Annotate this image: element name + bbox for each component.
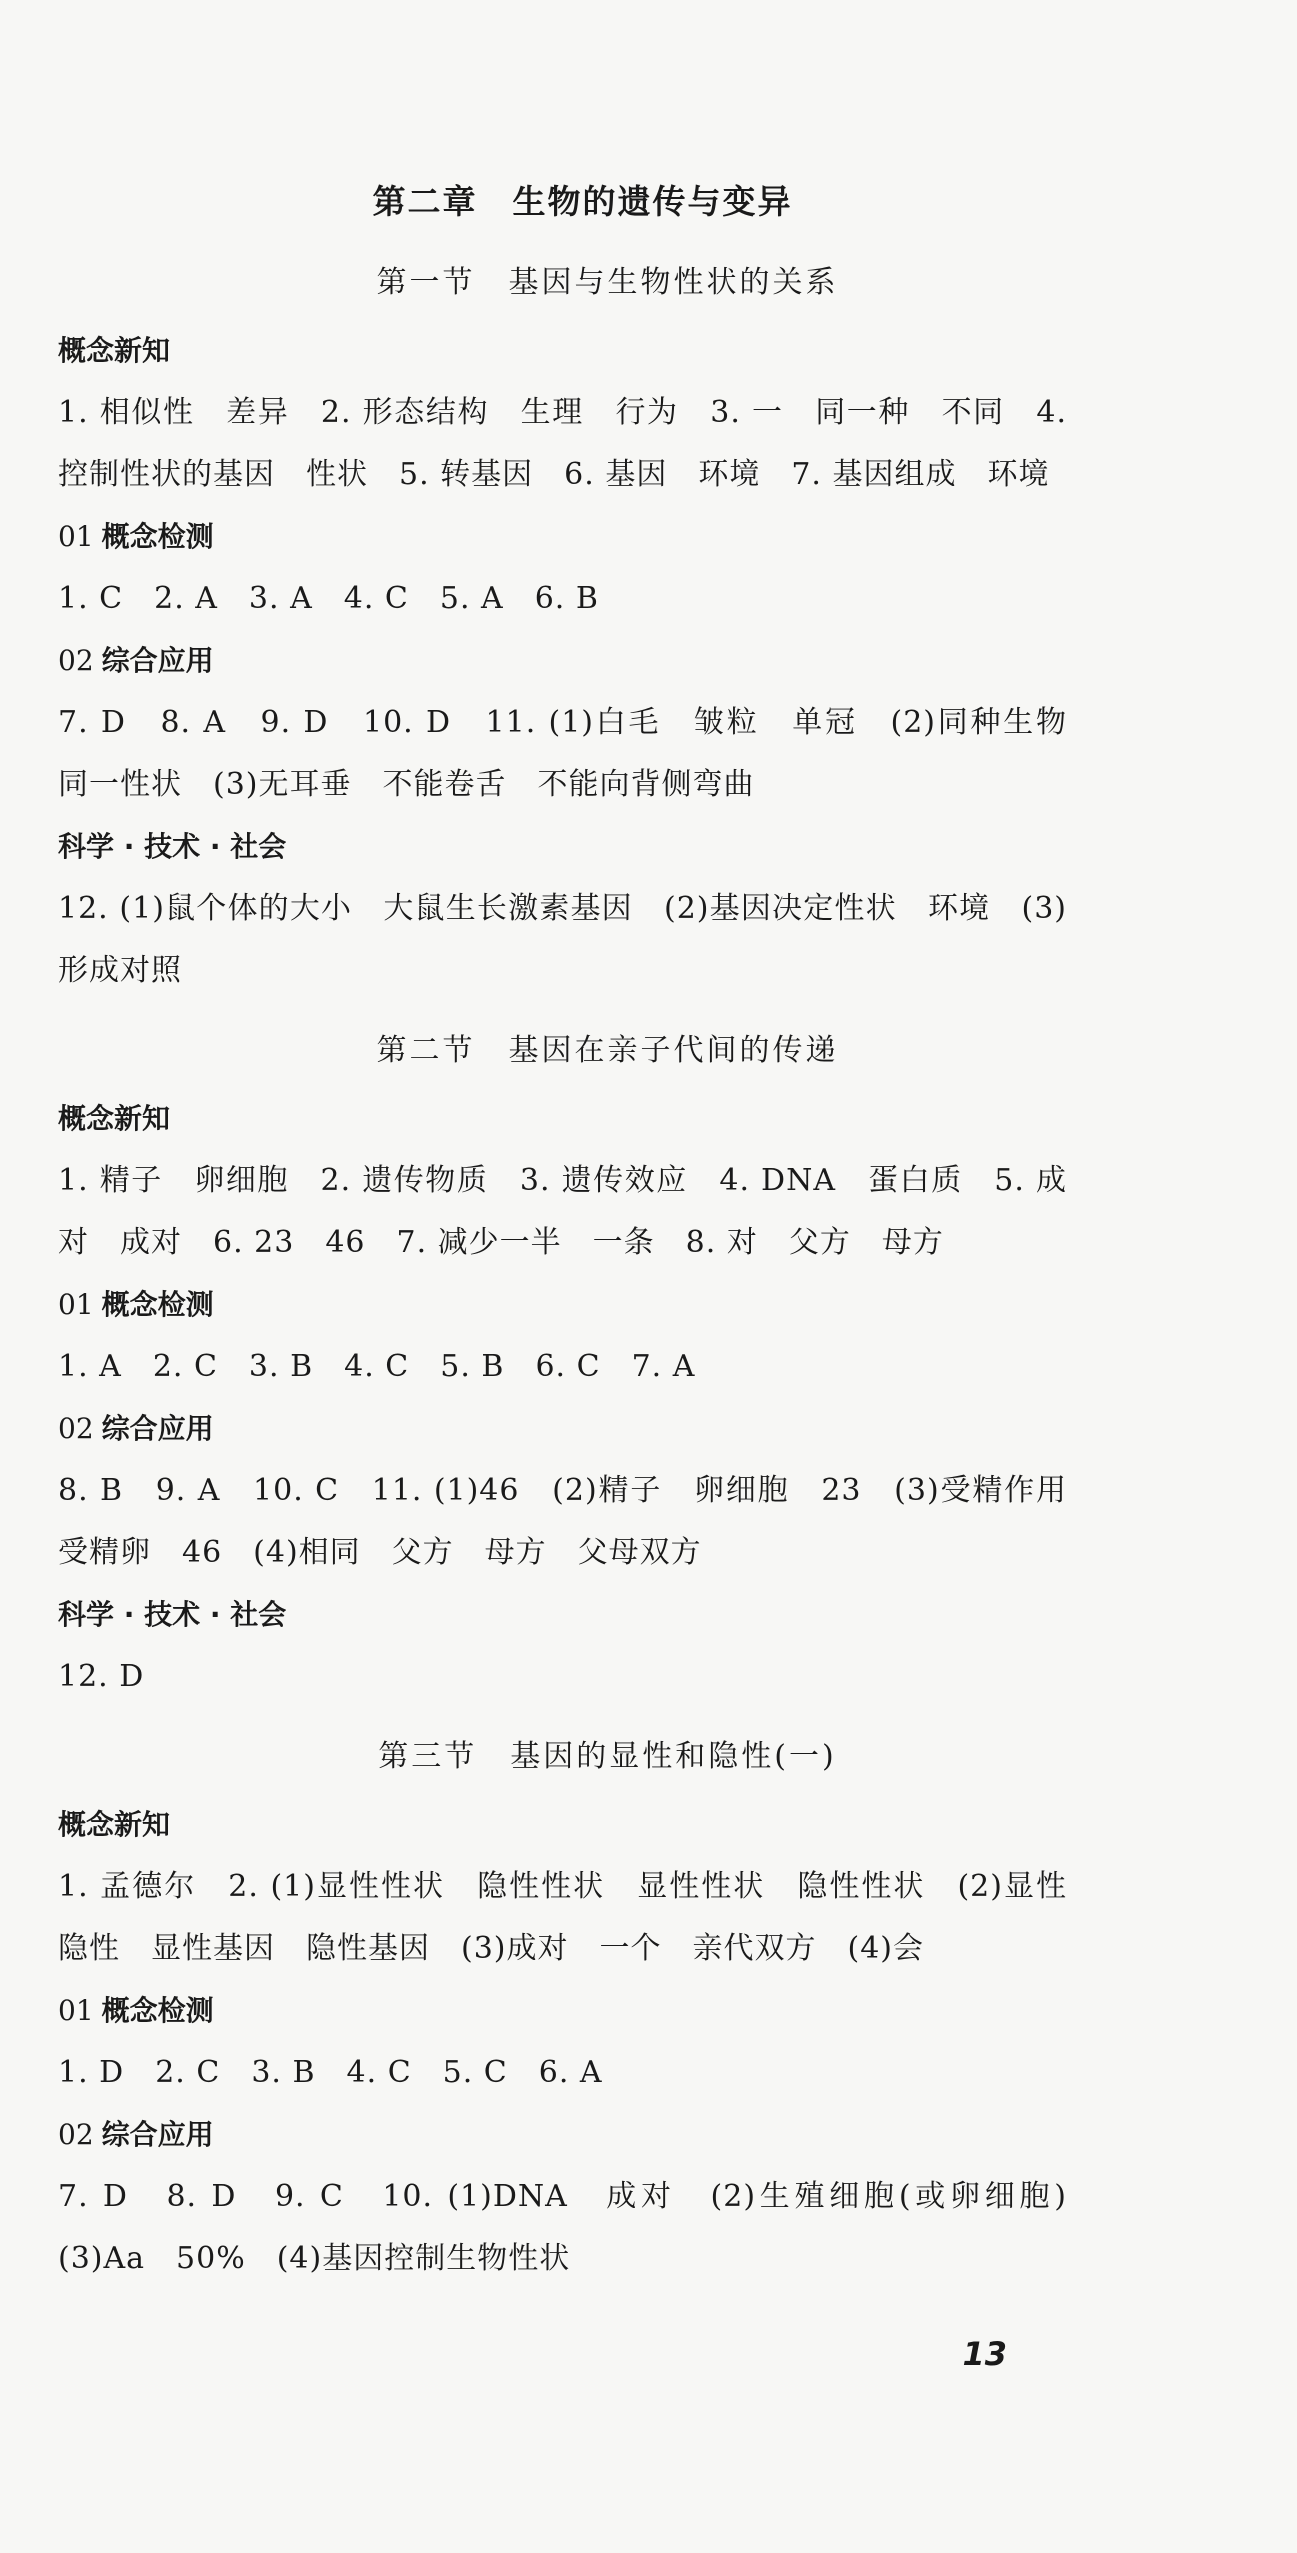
sub-heading-label: 概念新知 [58,334,171,367]
sub-heading-label: 概念检测 [101,1288,214,1321]
sub-heading [58,1088,1067,1150]
answer-line: 7. D 8. A 9. D 10. D 11. (1)白毛 皱粒 单冠 (2)同种生物 同一性状 (3)无耳垂 不能卷舌 不能向背侧弯曲 [58,705,1098,802]
section-title: 第一节 基因与生物性状的关系 [376,265,839,300]
sub-heading-number: 02 [58,644,94,677]
sub-heading [58,1980,1067,2042]
sub-heading-number: 01 [58,1288,94,1321]
sub-heading [58,630,1067,692]
section-title: 第三节 基因的显性和隐性(一) [378,1739,837,1774]
sub-heading-label: 概念检测 [101,520,214,553]
page-content [58,252,1098,2290]
sub-heading-label: 科学 · 技术 · 社会 [58,1598,287,1631]
sub-heading-number: 01 [58,520,94,553]
sub-heading-label: 概念检测 [101,1994,214,2027]
sub-heading-number: 02 [58,2118,94,2151]
sub-heading-label: 综合应用 [101,1412,214,1445]
answer-line: 12. (1)鼠个体的大小 大鼠生长激素基因 (2)基因决定性状 环境 (3)形成对照 [58,891,1067,988]
sub-heading-label: 概念新知 [58,1808,171,1841]
chapter-title: 第二章 生物的遗传与变异 [372,182,793,221]
answer-line: 1. C 2. A 3. A 4. C 5. A 6. B [58,581,599,616]
answer-line: 12. D [58,1659,145,1694]
answer-line: 1. 精子 卵细胞 2. 遗传物质 3. 遗传效应 4. DNA 蛋白质 5. 成对 成对 6. 23 46 7. 减少一半 一条 8. 对 父方 母方 [58,1163,1067,1260]
sub-heading [58,816,1067,878]
sub-heading [58,506,1067,568]
section-title: 第二节 基因在亲子代间的传递 [376,1033,839,1068]
sub-heading-label: 科学 · 技术 · 社会 [58,830,287,863]
answer-line: 1. 孟德尔 2. (1)显性性状 隐性性状 显性性状 隐性性状 (2)显性 隐性 显性基因 隐性基因 (3)成对 一个 亲代双方 (4)会 [58,1869,1098,1966]
sub-heading [58,1274,1067,1336]
answer-line: 8. B 9. A 10. C 11. (1)46 (2)精子 卵细胞 23 (3)受精作用 受精卵 46 (4)相同 父方 母方 父母双方 [58,1473,1098,1570]
sub-heading-number: 02 [58,1412,94,1445]
sub-heading [58,1794,1067,1856]
answer-line: 7. D 8. D 9. C 10. (1)DNA 成对 (2)生殖细胞(或卵细胞) (3)Aa 50% (4)基因控制生物性状 [58,2179,1098,2276]
answer-line: 1. A 2. C 3. B 4. C 5. B 6. C 7. A [58,1349,696,1384]
sub-heading [58,1398,1067,1460]
sub-heading-label: 综合应用 [101,644,214,677]
sub-heading-label: 概念新知 [58,1102,171,1135]
answer-line: 1. 相似性 差异 2. 形态结构 生理 行为 3. 一 同一种 不同 4. 控制性状的基因 性状 5. 转基因 6. 基因 环境 7. 基因组成 环境 [58,395,1067,492]
sub-heading [58,320,1067,382]
answer-line: 1. D 2. C 3. B 4. C 5. C 6. A [58,2055,603,2090]
sub-heading-number: 01 [58,1994,94,2027]
page-number: 13 [962,2335,1007,2373]
sub-heading-label: 综合应用 [101,2118,214,2151]
sub-heading [58,1584,1067,1646]
sub-heading [58,2104,1067,2166]
